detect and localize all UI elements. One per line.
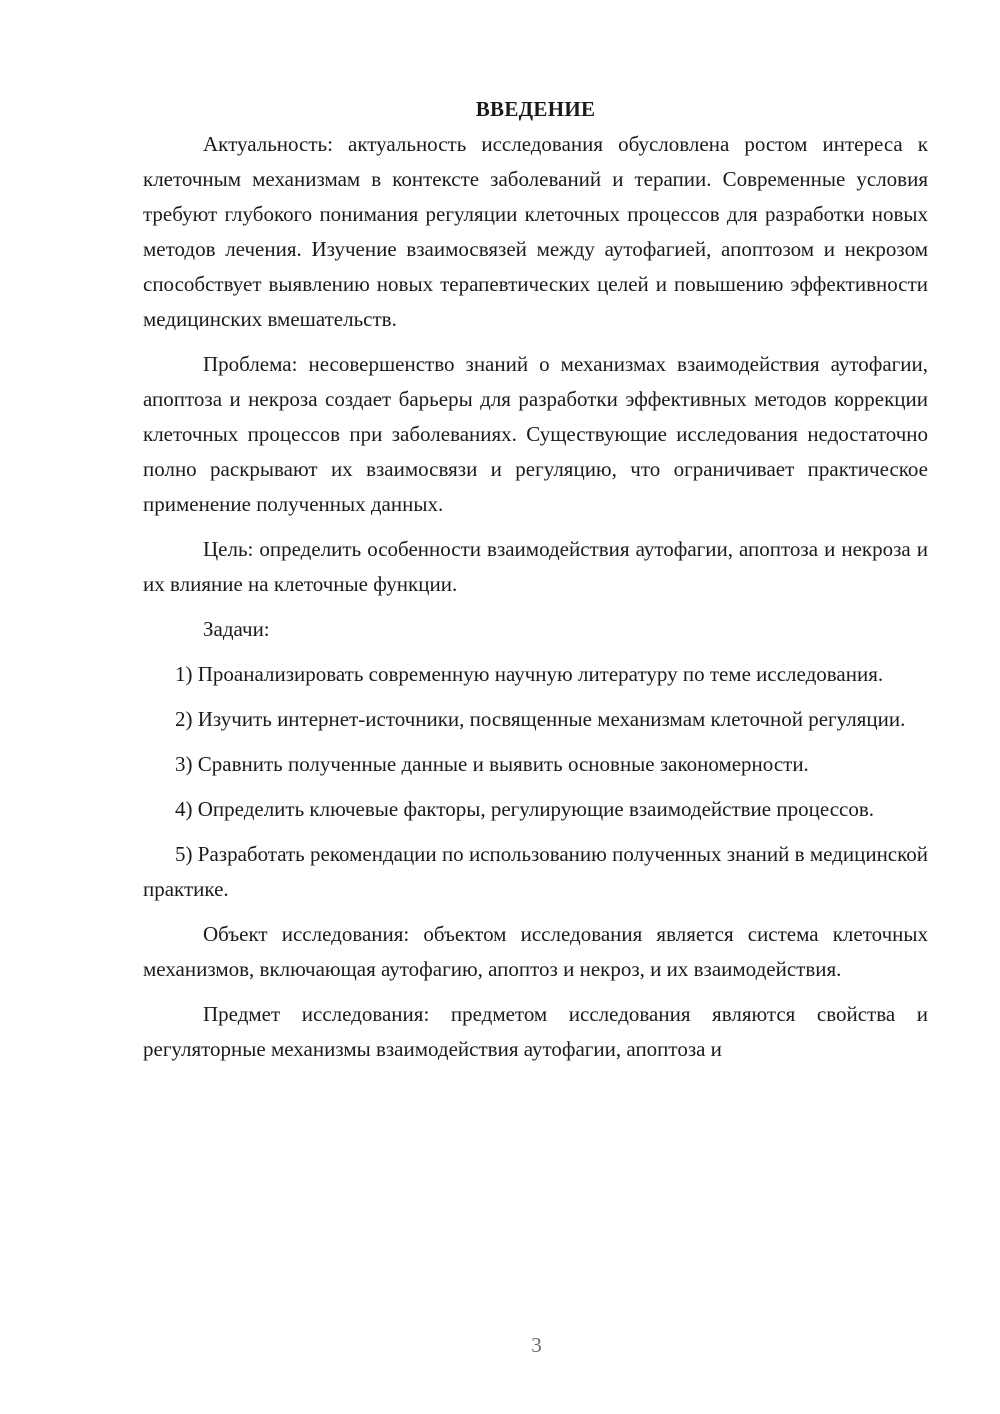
task-item-3: 3) Сравнить полученные данные и выявить основные закономерности.: [175, 752, 809, 776]
paragraph-object: Объект исследования: объектом исследования является система клеточных механизмов, включающая аутофагию, апоптоз и некроз, и их взаимодействия.: [143, 922, 928, 981]
section-title: ВВЕДЕНИЕ: [475, 97, 596, 121]
page-number: 3: [531, 1333, 542, 1357]
document-page: [143, 92, 928, 1077]
paragraph-subject: Предмет исследования: предметом исследования являются свойства и регуляторные механизмы взаимодействия аутофагии, апоптоза и: [143, 1002, 928, 1061]
paragraph-problem: Проблема: несовершенство знаний о механизмах взаимодействия аутофагии, апоптоза и некроза создает барьеры для разработки эффективных методов коррекции клеточных процессов при заболеваниях. Существующие исследования недостаточно полно раскрывают их взаимосвязи и регуляцию, что ограничивает практическое применение полученных данных.: [143, 352, 928, 516]
paragraph-relevance: Актуальность: актуальность исследования обусловлена ростом интереса к клеточным механизмам в контексте заболеваний и терапии. Современные условия требуют глубокого понимания регуляции клеточных процессов для разработки новых методов лечения. Изучение взаимосвязей между аутофагией, апоптозом и некрозом способствует выявлению новых терапевтических целей и повышению эффективности медицинских вмешательств.: [143, 132, 928, 331]
task-item-2: 2) Изучить интернет-источники, посвященные механизмам клеточной регуляции.: [175, 707, 906, 731]
paragraph-goal: Цель: определить особенности взаимодействия аутофагии, апоптоза и некроза и их влияние на клеточные функции.: [143, 537, 928, 596]
task-item-1: 1) Проанализировать современную научную литературу по теме исследования.: [175, 662, 884, 686]
task-item-5: 5) Разработать рекомендации по использованию полученных знаний в медицинской практике.: [143, 842, 928, 901]
tasks-label: Задачи:: [203, 617, 270, 641]
task-item-4: 4) Определить ключевые факторы, регулирующие взаимодействие процессов.: [175, 797, 874, 821]
